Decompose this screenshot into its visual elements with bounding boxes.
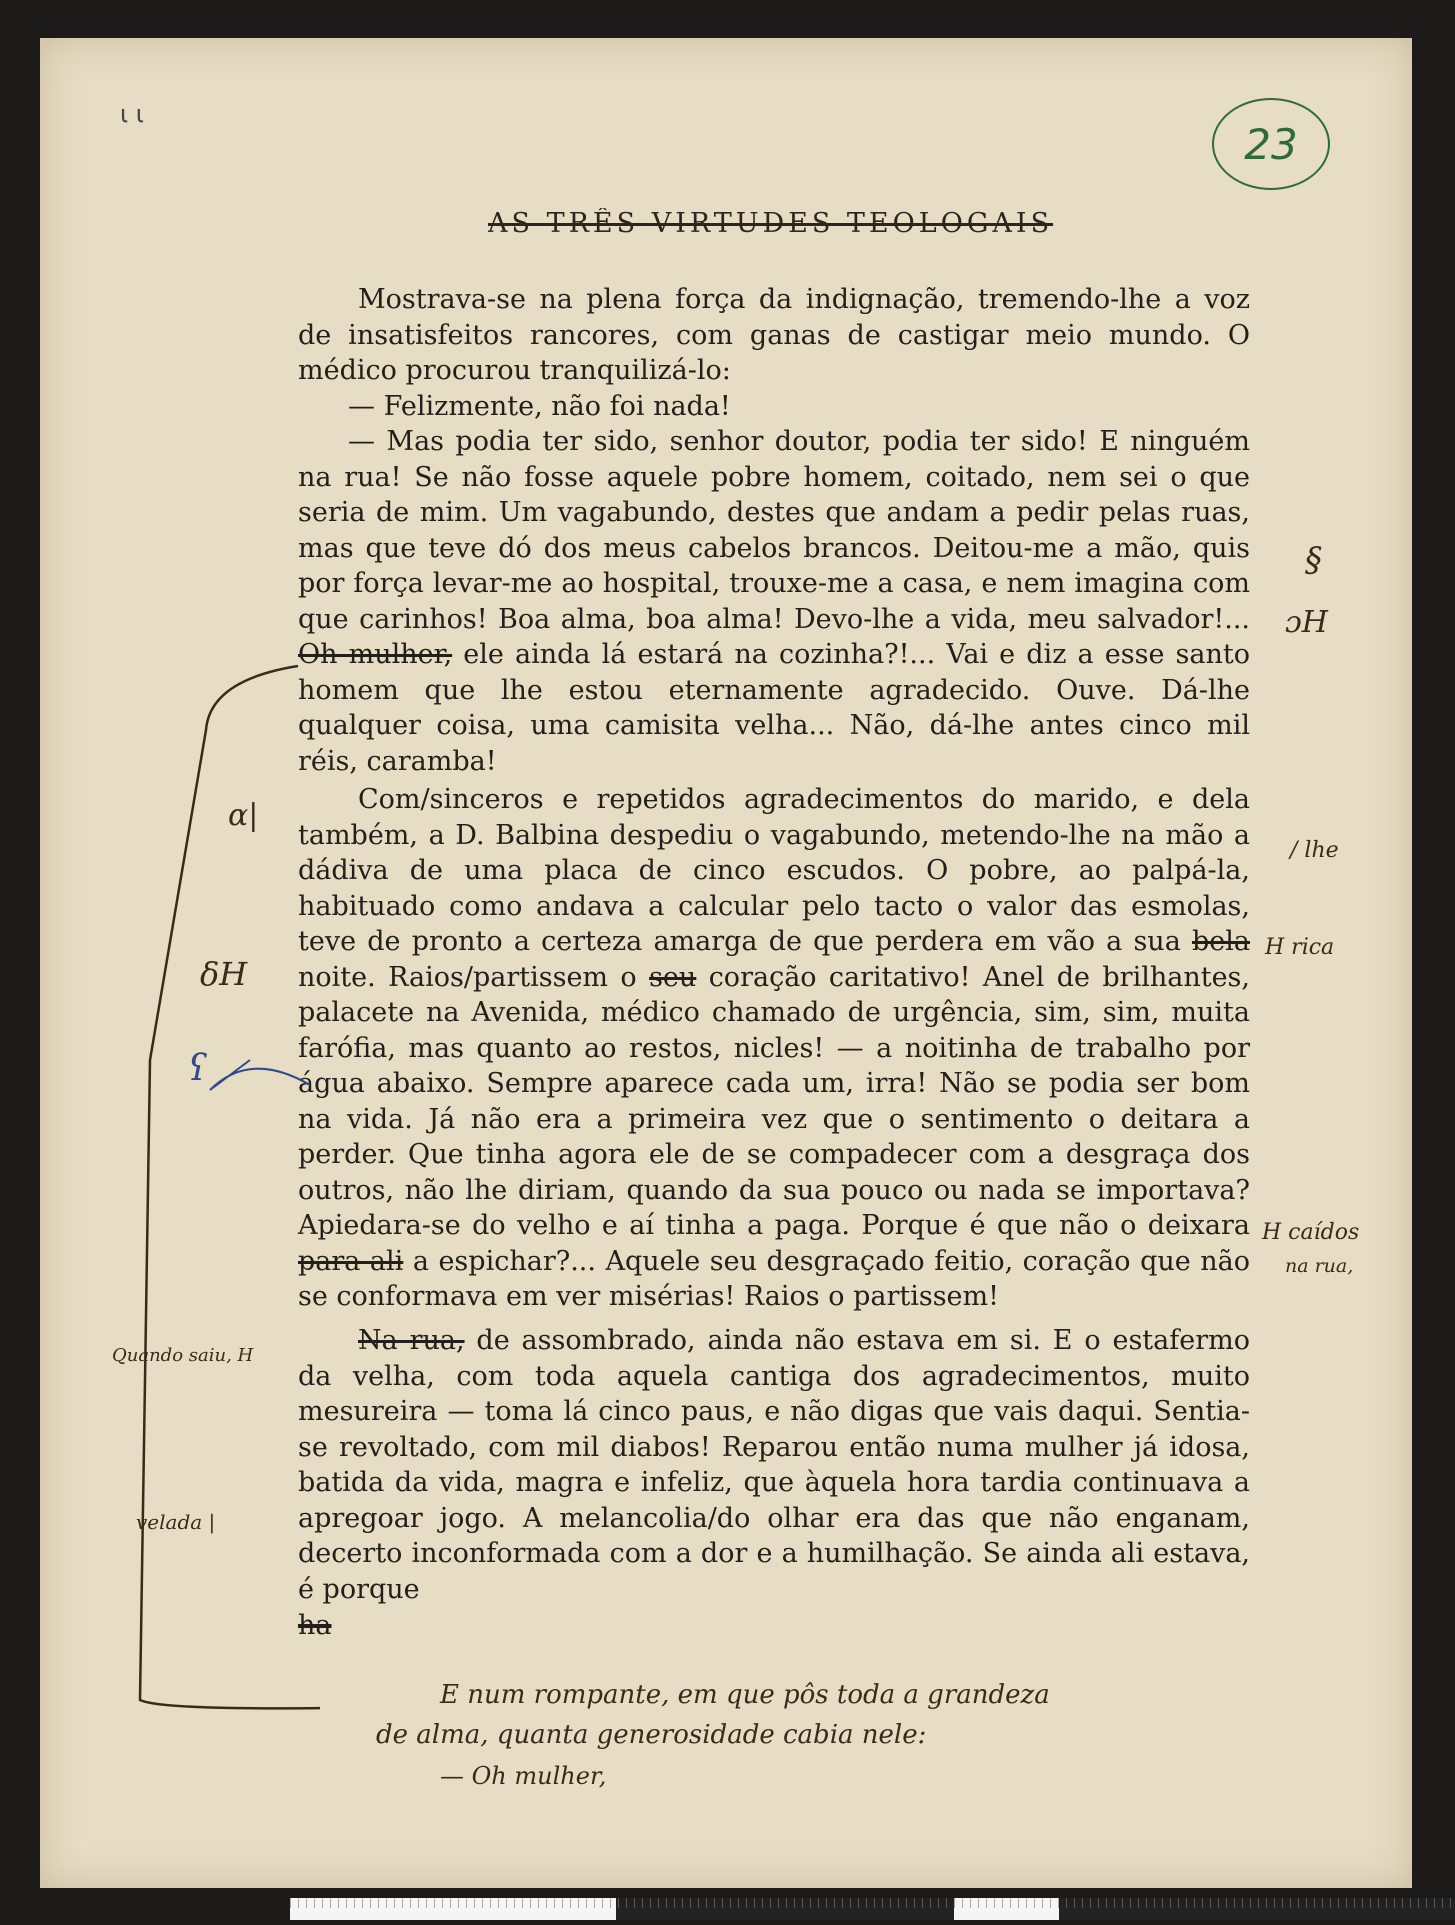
- margin-note-left-2: δH: [200, 955, 248, 993]
- margin-note-right-3: H rica: [1265, 935, 1335, 960]
- struck-word-bela: bela: [1191, 926, 1250, 957]
- paragraph-1: [298, 282, 1250, 779]
- margin-note-right-4: H caídos: [1262, 1220, 1360, 1245]
- struck-word-seu: seu: [649, 961, 697, 993]
- ruler-ticks: [290, 1898, 1455, 1908]
- bottom-note-line-2: de alma, quanta generosidade cabia nele:: [376, 1720, 927, 1750]
- top-left-marks: ι ι: [120, 100, 144, 128]
- paragraph-1-lead: Mostrava-se na plena força da indignação, tremendo-lhe a voz de insatisfeitos rancores, com ganas de castigar meio mundo. O médico procurou tranquilizá-lo:: [298, 284, 1250, 386]
- margin-note-left-1: ɑ|: [228, 798, 259, 833]
- bottom-note-line-1: E num rompante, em que pôs toda a grandeza: [440, 1680, 1050, 1710]
- struck-words-para-ali: para ali: [298, 1245, 404, 1277]
- margin-note-right-1: ɔH: [1285, 605, 1328, 640]
- dialog-line-2-text-b: ele ainda lá estará na cozinha?!... Vai e diz a esse santo homem que lhe estou eternamente agradecido. Ouve. Dá-lhe qualquer coisa, uma camisita velha... Não, dá-lhe antes cinco mil réis, caramba!: [298, 639, 1250, 777]
- margin-note-right-5: na rua,: [1285, 1255, 1354, 1277]
- paragraph-2-text-a: Com/sinceros e repetidos agradecimentos do marido, e dela também, a D. Balbina despediu o vagabundo, metendo-lhe na mão a dádiva de uma placa de cinco escudos. O pobre, ao palpá-la, habituado como andava a calcular pelo tacto o valor das esmolas, teve de pronto a certeza amarga de que perdera em vão a sua: [298, 784, 1250, 957]
- margin-note-left-3: ʕ: [188, 1048, 208, 1089]
- insertion-bracket-line: [120, 660, 320, 1720]
- paragraph-2-text-c: coração caritativo! Anel de brilhantes, palacete na Avenida, médico chamado de urgência, sim, sim, muita farófia, mas quanto ao restos, nicles! — a noitinha de trabalho por água abaixo. Sempre aparece cada um, irra! Não se podia ser bom na vida. Já não era a primeira vez que o sentimento o deitara a perder. Que tinha agora ele de se compadecer com a desgraça dos outros, não lhe diriam, quando da sua pouco ou nada se importava? Apiedara-se do velho e aí tinha a paga. Porque é que não o deixara: [298, 961, 1250, 1241]
- dialog-line-1: — Felizmente, não foi nada!: [348, 390, 731, 422]
- folio-number-circle: 23: [1212, 98, 1330, 190]
- paragraph-2-text-b: noite. Raios/partissem o: [298, 961, 637, 993]
- margin-note-left-4: Quando saiu, H: [112, 1345, 254, 1366]
- stray-struck-mark: ha: [298, 1610, 332, 1641]
- blue-arrow-mark: [170, 1040, 330, 1100]
- paragraph-3-text: de assombrado, ainda não estava em si. E o estafermo da velha, com toda aquela cantiga dos agradecimentos, muito mesureira — toma lá cinco paus, e não digas que vais daqui. Sentia-se revoltado, com mil diabos! Reparou então numa mulher já idosa, batida da vida, magra e infeliz, que àquela hora tardia continuava a apregoar jogo. A melancolia/do olhar era das que não enganam, decerto inconformada com a dor e a humilhação. Se ainda ali estava, é porque: [298, 1325, 1250, 1605]
- margin-section-mark: §: [1305, 540, 1322, 580]
- dialog-line-2: [298, 424, 1250, 779]
- margin-note-right-2: / lhe: [1290, 838, 1339, 863]
- dialog-line-2-text-a: — Mas podia ter sido, senhor doutor, podia ter sido! E ninguém na rua! Se não fosse aquele pobre homem, coitado, nem sei o que seria de mim. Um vagabundo, destes que andam a pedir pelas ruas, mas que teve dó dos meus cabelos brancos. Deitou-me a mão, quis por força levar-me ao hospital, trouxe-me a casa, e nem imagina com que carinhos! Boa alma, boa alma! Devo-lhe a vida, meu salvador!...: [298, 426, 1250, 635]
- margin-note-left-5: velada |: [136, 1510, 216, 1534]
- paragraph-2-text-d: a espichar?... Aquele seu desgraçado feitio, coração que não se conformava em ver misérias! Raios o partissem!: [298, 1245, 1250, 1312]
- struck-words-na-rua: Na rua,: [358, 1325, 465, 1356]
- bottom-note-line-3: — Oh mulher,: [440, 1762, 607, 1790]
- struck-title: AS TRÊS VIRTUDES TEOLOGAIS: [488, 208, 1054, 239]
- paragraph-3: [298, 1323, 1250, 1607]
- struck-words-oh-mulher: Oh mulher,: [298, 639, 453, 670]
- paragraph-2: [298, 782, 1250, 1315]
